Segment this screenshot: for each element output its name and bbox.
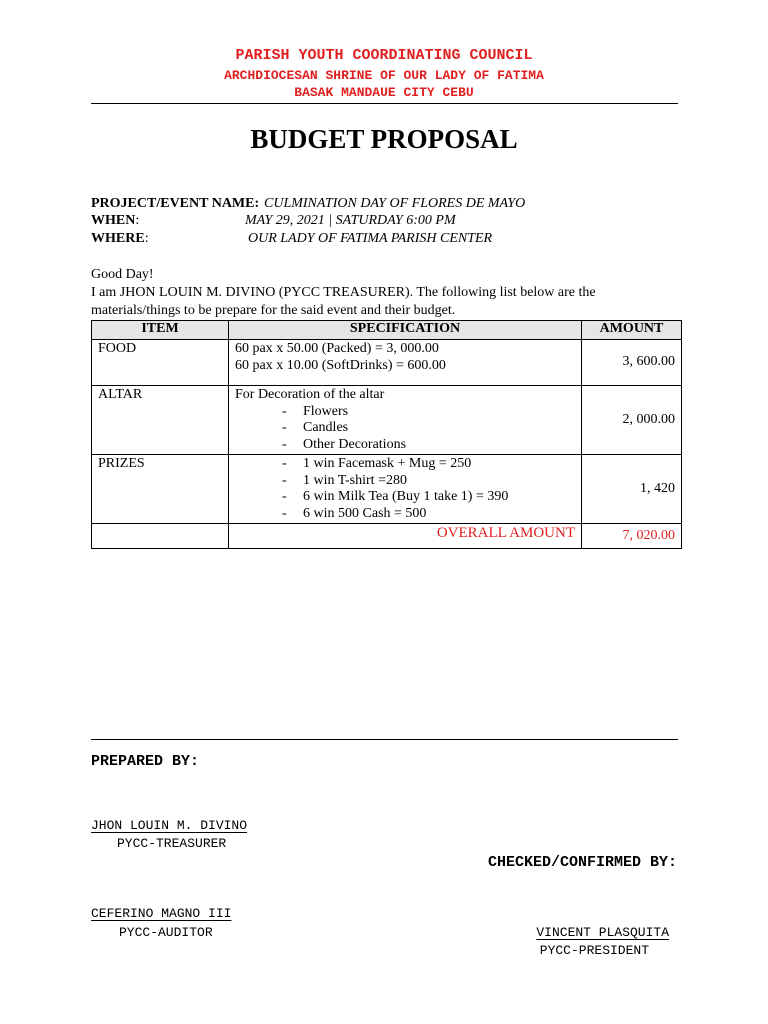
bullet-text: 1 win T-shirt =280 bbox=[303, 472, 407, 488]
overall-amount-label: OVERALL AMOUNT bbox=[229, 524, 582, 549]
org-name: PARISH YOUTH COORDINATING COUNCIL bbox=[235, 47, 533, 64]
spec-bullet bbox=[235, 506, 575, 523]
col-header-specification: SPECIFICATION bbox=[229, 321, 582, 340]
spec-line: For Decoration of the altar bbox=[235, 387, 385, 402]
total-row bbox=[92, 524, 682, 549]
spec-bullet bbox=[235, 437, 575, 454]
row-item-prizes: PRIZES bbox=[92, 455, 229, 524]
where-colon: : bbox=[144, 231, 149, 246]
row-amount-food: 3, 600.00 bbox=[582, 340, 682, 386]
greeting: Good Day! bbox=[91, 267, 154, 282]
table-row bbox=[92, 386, 682, 455]
treasurer-name: JHON LOUIN M. DIVINO bbox=[91, 818, 248, 833]
col-header-amount: AMOUNT bbox=[582, 321, 682, 340]
where-label: WHERE bbox=[91, 231, 145, 246]
total-empty-cell bbox=[92, 524, 229, 549]
bullet-text: 6 win 500 Cash = 500 bbox=[303, 505, 427, 521]
president-title: PYCC-PRESIDENT bbox=[539, 943, 649, 958]
bullet-text: Candles bbox=[303, 420, 349, 435]
bullet-text: 1 win Facemask + Mug = 250 bbox=[303, 456, 472, 471]
checked-by-label: CHECKED/CONFIRMED BY: bbox=[487, 854, 677, 871]
table-row bbox=[92, 455, 682, 524]
when-label: WHEN bbox=[91, 213, 136, 228]
when-label-group bbox=[91, 212, 139, 229]
signature-divider bbox=[91, 739, 678, 740]
when-value: MAY 29, 2021 | SATURDAY 6:00 PM bbox=[245, 213, 456, 228]
bullet-text: Flowers bbox=[303, 403, 349, 419]
auditor-name: CEFERINO MAGNO III bbox=[91, 906, 232, 921]
spec-bullet bbox=[235, 489, 575, 506]
president-name: VINCENT PLASQUITA bbox=[536, 925, 669, 940]
spec-bullet bbox=[235, 404, 575, 421]
bullet-text: 6 win Milk Tea (Buy 1 take 1) = 390 bbox=[303, 489, 509, 504]
table-header-row bbox=[92, 321, 682, 340]
when-colon: : bbox=[135, 213, 140, 228]
row-spec-altar bbox=[229, 386, 582, 455]
col-header-item: ITEM bbox=[92, 321, 229, 340]
overall-amount-value: 7, 020.00 bbox=[582, 524, 682, 549]
row-amount-altar: 2, 000.00 bbox=[582, 386, 682, 455]
spec-line: 60 pax x 50.00 (Packed) = 3, 000.00 bbox=[235, 341, 439, 356]
treasurer-title: PYCC-TREASURER bbox=[117, 836, 227, 851]
budget-table bbox=[91, 320, 682, 549]
row-spec-prizes bbox=[229, 455, 582, 524]
spec-bullet bbox=[235, 473, 575, 490]
spec-line: 60 pax x 10.00 (SoftDrinks) = 600.00 bbox=[235, 357, 446, 373]
intro-line-2: materials/things to be prepare for the said event and their budget. bbox=[91, 303, 456, 318]
document-title: BUDGET PROPOSAL bbox=[250, 124, 518, 154]
row-amount-prizes: 1, 420 bbox=[582, 455, 682, 524]
row-item-altar: ALTAR bbox=[92, 386, 229, 455]
spec-bullet bbox=[235, 420, 575, 437]
prepared-by-label: PREPARED BY: bbox=[91, 753, 200, 770]
intro-line-1: I am JHON LOUIN M. DIVINO (PYCC TREASURER). The following list below are the bbox=[91, 285, 596, 300]
auditor-title: PYCC-AUDITOR bbox=[119, 925, 213, 940]
event-name-value: CULMINATION DAY OF FLORES DE MAYO bbox=[264, 196, 526, 211]
row-item-food: FOOD bbox=[92, 340, 229, 386]
shrine-name: ARCHDIOCESAN SHRINE OF OUR LADY OF FATIMA bbox=[224, 68, 544, 83]
row-spec-food bbox=[229, 340, 582, 386]
event-name-label: PROJECT/EVENT NAME: bbox=[91, 196, 260, 211]
where-value: OUR LADY OF FATIMA PARISH CENTER bbox=[248, 231, 493, 246]
header-divider bbox=[91, 103, 678, 104]
location: BASAK MANDAUE CITY CEBU bbox=[294, 85, 474, 100]
table-row bbox=[92, 340, 682, 386]
where-label-group bbox=[91, 230, 149, 247]
bullet-text: Other Decorations bbox=[303, 436, 407, 452]
spec-bullet bbox=[235, 456, 575, 473]
